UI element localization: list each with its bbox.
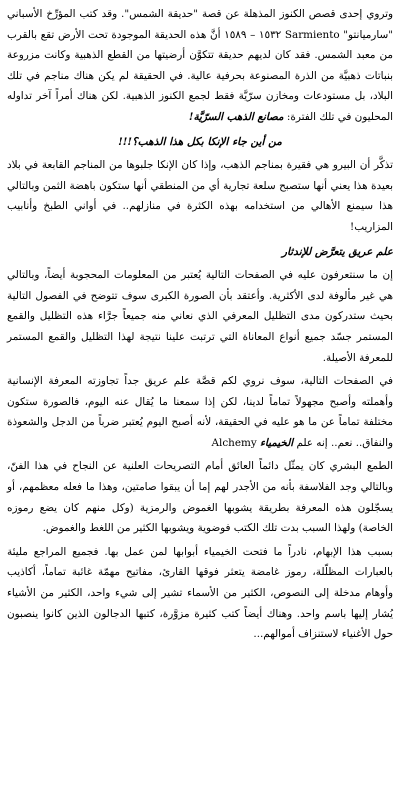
paragraph-human-greed: الطمع البشري كان يمثّل دائماً العائق أمام التصريحات العلنية عن النجاح في هذا الفنّ، وبالتالي وجد الفلاسفة بأنه من الأجدر لهم إما أن يبقوا صامتين، وهذا ما فعله معظمهم، أو يسجّلون هذه المعرفة بطريقة يشوبها الغموض والرمزية (وكل منهم كان يضع رموزه الخاصة) ولهذا السبب بدت تلك الكتب فوضوية ويشوبها الكثير من اللغط والغموض. (7, 460, 393, 535)
paragraph-hidden-knowledge: إن ما سنتعرفون عليه في الصفحات التالية يُعتبر من المعلومات المحجوبة أيضاً، وبالتالي هي غير مألوفة لدى الأكثرية. وأعتقد بأن الصورة الكبرى سوف تتوضح في الفصول التالية بحيث ستدركون مدى التظليل المعرفي الذي نعاني منه جميعاً جرَّاء هذه التظليل والقمع المستمر جسّد جميع أنواع المعاناة التي ترتبت علينا نتيجة لهذا التظليل والقمع المستمر للمعرفة الأصيلة. (7, 269, 393, 364)
section-heading-ancient-science: علم عريق يتعرَّض للإندثار (281, 245, 393, 258)
paragraph-ancient-science-story (7, 371, 393, 453)
paragraph-sun-garden (7, 4, 393, 128)
alchemy-term-latin: Alchemy (211, 436, 257, 449)
paragraph-ancient-science-text: في الصفحات التالية، سوف نروي لكم قصَّة علم عريق جداً تجاوزته المعرفة الإنسانية وأهملته وأصبح مجهولاً تماماً لدينا، لكن إذا سمعنا ما يُقال عنه اليوم، فالصورة ستكون مختلفة تماماً عن ما هو عليه في الحقيقة، لأنه أصبح اليوم يُعتبر ضرباً من الدجل والشعوذة والنفاق.. نعم.. إنه علم (7, 375, 393, 449)
paragraph-peru-mines: تذكَّر أن البيرو هي فقيرة بمناجم الذهب، وإذا كان الإنكا جلبوها من المناجم القابعة في بلاد بعيدة هذا يعني أنها ستصبح سلعة تجارية أي من المنطقي أنها ستكون باهضة الثمن وبالتالي هذا سيمنع الأهالي من استخدامه بهذه الكثرة في منازلهم.. في أواني الطبخ وأنابيب المزاريب! (7, 159, 393, 233)
secret-gold-factories-phrase: مصانع الذهب السرّيَّة! (188, 110, 284, 123)
section-heading-inca-gold: من أين جاء الإنكا بكل هذا الذهب؟!!! (118, 135, 282, 148)
alchemy-term-arabic: الخيمياء (260, 436, 294, 449)
paragraph-ambiguity: بسبب هذا الإبهام، نادراً ما فتحت الخيمياء أبوابها لمن عمل بها. فجميع المراجع مليئة بالعبارات المظلّلة، رموز غامضة يتعثر فوقها القارئ، مفاتيح مهمّة غائبة تماماً، أكاذيب وأوهام مدخلة إلى النصوص، الكثير من الأسماء تشير إلى شيء واحد، الكثير من الأشياء يُشار إليها باسم واحد. وهناك أيضاً كتب كثيرة مزوَّرة، كتبها الدجالون الذين كانوا ينصبون حول الأغنياء لاستنزاف أموالهم... (7, 545, 393, 641)
paragraph-sun-garden-text: وتروي إحدى قصص الكنوز المذهلة عن قصة "حديقة الشمس". وقد كتب المؤرِّخ الأسباني "سارميانتو" Sarmiento ١٥٣٢ – ١٥٨٩ أنَّ هذه الحديقة الموجودة تحت الأرض تقع بالقرب من معبد الشمس. فقد كان لديهم حديقة تتكوَّن أرضيتها من القطع الذهبية وكانت مزروعة بنباتات ذهبيَّة من الذرة المصنوعة بحرفية عالية. في الحقيقة لم يكن هناك مناجم في تلك البلاد، بل مستودعات ومخازن سرّيَّة فقط لجمع الكنوز الذهبية. لكن هناك أمراً آخر تداوله المحليون في تلك الفترة: (7, 8, 393, 123)
